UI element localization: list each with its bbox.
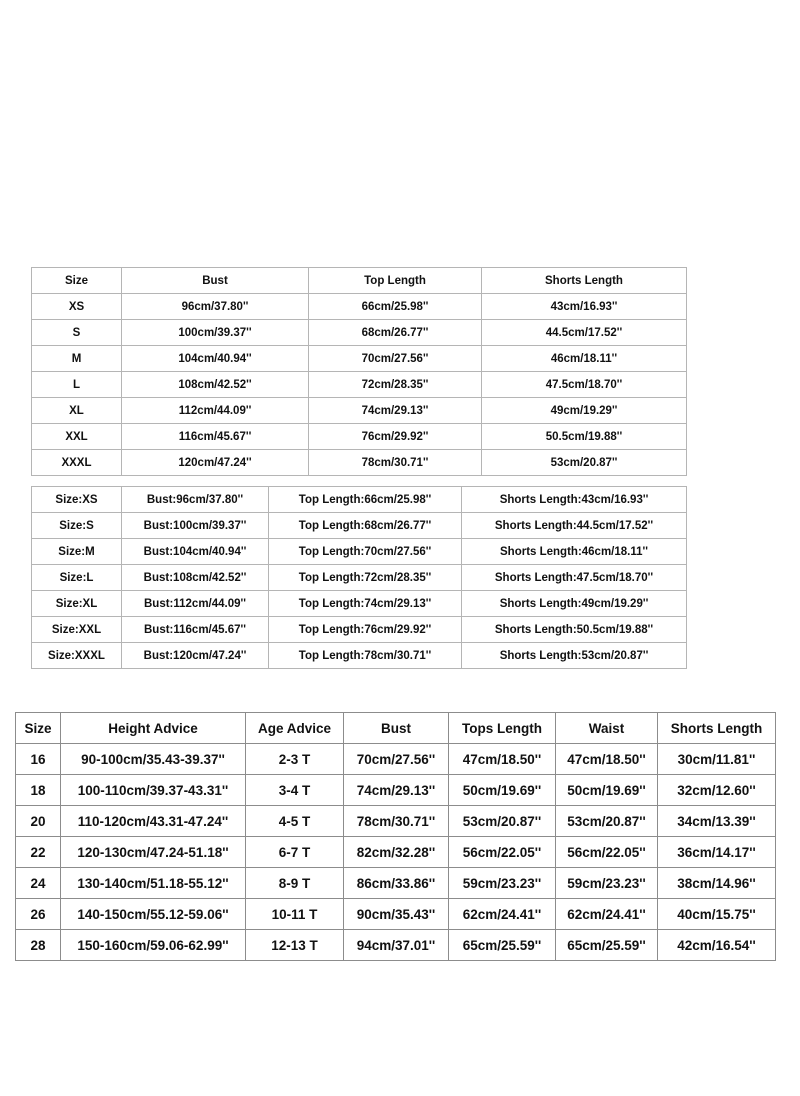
table-cell: XXXL [32, 450, 122, 476]
table-cell: 90cm/35.43'' [344, 899, 449, 930]
table-row [16, 775, 776, 806]
table-cell: 32cm/12.60'' [658, 775, 776, 806]
table-cell: 49cm/19.29'' [482, 398, 687, 424]
table-cell: 28 [16, 930, 61, 961]
table-cell: 104cm/40.94'' [122, 346, 309, 372]
table-cell: Top Length:70cm/27.56'' [269, 539, 462, 565]
table-cell: 72cm/28.35'' [309, 372, 482, 398]
table-row [16, 837, 776, 868]
table-cell: 46cm/18.11'' [482, 346, 687, 372]
table-cell: 24 [16, 868, 61, 899]
table-cell: 62cm/24.41'' [556, 899, 658, 930]
table-cell: 53cm/20.87'' [482, 450, 687, 476]
table-cell: Shorts Length:44.5cm/17.52'' [462, 513, 687, 539]
table-cell: Size:L [32, 565, 122, 591]
table-body [32, 294, 687, 476]
table-cell: 120-130cm/47.24-51.18'' [61, 837, 246, 868]
column-header-bust: Bust [122, 268, 309, 294]
table-cell: Top Length:76cm/29.92'' [269, 617, 462, 643]
table-cell: 47cm/18.50'' [556, 744, 658, 775]
table-cell: 20 [16, 806, 61, 837]
table-body [16, 744, 776, 961]
table-cell: Size:S [32, 513, 122, 539]
column-header-height-advice: Height Advice [61, 713, 246, 744]
size-chart-table [31, 267, 687, 476]
table-row [16, 744, 776, 775]
table-cell: Bust:104cm/40.94'' [122, 539, 269, 565]
table-cell: 82cm/32.28'' [344, 837, 449, 868]
table-row [32, 294, 687, 320]
table-row [16, 868, 776, 899]
table-cell: 66cm/25.98'' [309, 294, 482, 320]
table-header-row [16, 713, 776, 744]
table-cell: 18 [16, 775, 61, 806]
table-row [32, 424, 687, 450]
table-cell: 40cm/15.75'' [658, 899, 776, 930]
size-chart-labeled-table [31, 486, 687, 669]
table-cell: 110-120cm/43.31-47.24'' [61, 806, 246, 837]
table-row [32, 320, 687, 346]
table-cell: Shorts Length:53cm/20.87'' [462, 643, 687, 669]
table-cell: 36cm/14.17'' [658, 837, 776, 868]
column-header-age-advice: Age Advice [246, 713, 344, 744]
table-cell: Size:XXL [32, 617, 122, 643]
table-cell: Shorts Length:50.5cm/19.88'' [462, 617, 687, 643]
table-cell: 50cm/19.69'' [449, 775, 556, 806]
table-cell: 22 [16, 837, 61, 868]
table-row [32, 617, 687, 643]
table-cell: Shorts Length:47.5cm/18.70'' [462, 565, 687, 591]
table-row [32, 372, 687, 398]
table-cell: Bust:116cm/45.67'' [122, 617, 269, 643]
table-cell: 47cm/18.50'' [449, 744, 556, 775]
table-row [32, 398, 687, 424]
table-row [32, 513, 687, 539]
table-row [32, 487, 687, 513]
table-cell: Bust:108cm/42.52'' [122, 565, 269, 591]
table-cell: Size:XXXL [32, 643, 122, 669]
table-row [32, 450, 687, 476]
table-cell: M [32, 346, 122, 372]
table-cell: 150-160cm/59.06-62.99'' [61, 930, 246, 961]
table-cell: 86cm/33.86'' [344, 868, 449, 899]
table-cell: 53cm/20.87'' [556, 806, 658, 837]
table-cell: Bust:112cm/44.09'' [122, 591, 269, 617]
table-cell: 43cm/16.93'' [482, 294, 687, 320]
table-cell: 96cm/37.80'' [122, 294, 309, 320]
table-cell: 38cm/14.96'' [658, 868, 776, 899]
table-cell: 120cm/47.24'' [122, 450, 309, 476]
table-cell: 74cm/29.13'' [344, 775, 449, 806]
table-cell: 50cm/19.69'' [556, 775, 658, 806]
table-cell: 59cm/23.23'' [449, 868, 556, 899]
table-cell: 47.5cm/18.70'' [482, 372, 687, 398]
table-cell: Size:XL [32, 591, 122, 617]
table-cell: Bust:120cm/47.24'' [122, 643, 269, 669]
column-header-size: Size [32, 268, 122, 294]
table-cell: Top Length:68cm/26.77'' [269, 513, 462, 539]
table-cell: 112cm/44.09'' [122, 398, 309, 424]
table-cell: Shorts Length:49cm/19.29'' [462, 591, 687, 617]
column-header-shorts-length: Shorts Length [658, 713, 776, 744]
table-cell: 34cm/13.39'' [658, 806, 776, 837]
table-row [32, 643, 687, 669]
table-cell: Top Length:74cm/29.13'' [269, 591, 462, 617]
column-header-tops-length: Tops Length [449, 713, 556, 744]
table-cell: Shorts Length:43cm/16.93'' [462, 487, 687, 513]
table-row [32, 565, 687, 591]
table-cell: 56cm/22.05'' [556, 837, 658, 868]
table-cell: 90-100cm/35.43-39.37'' [61, 744, 246, 775]
table-row [32, 539, 687, 565]
table-cell: 44.5cm/17.52'' [482, 320, 687, 346]
table-cell: XS [32, 294, 122, 320]
table-cell: 62cm/24.41'' [449, 899, 556, 930]
table-cell: 6-7 T [246, 837, 344, 868]
table-header-row [32, 268, 687, 294]
table-cell: 100-110cm/39.37-43.31'' [61, 775, 246, 806]
table-row [32, 591, 687, 617]
column-header-shorts-length: Shorts Length [482, 268, 687, 294]
table-cell: L [32, 372, 122, 398]
table-cell: 16 [16, 744, 61, 775]
table-cell: 65cm/25.59'' [556, 930, 658, 961]
table-cell: Bust:96cm/37.80'' [122, 487, 269, 513]
table-cell: 130-140cm/51.18-55.12'' [61, 868, 246, 899]
table-cell: S [32, 320, 122, 346]
table-cell: Bust:100cm/39.37'' [122, 513, 269, 539]
column-header-size: Size [16, 713, 61, 744]
table-cell: 68cm/26.77'' [309, 320, 482, 346]
table-cell: 26 [16, 899, 61, 930]
table-cell: 116cm/45.67'' [122, 424, 309, 450]
table-cell: 56cm/22.05'' [449, 837, 556, 868]
table-cell: 94cm/37.01'' [344, 930, 449, 961]
table-row [16, 899, 776, 930]
table-cell: 12-13 T [246, 930, 344, 961]
table-cell: 140-150cm/55.12-59.06'' [61, 899, 246, 930]
table-cell: Shorts Length:46cm/18.11'' [462, 539, 687, 565]
table-cell: 50.5cm/19.88'' [482, 424, 687, 450]
column-header-waist: Waist [556, 713, 658, 744]
table-cell: 2-3 T [246, 744, 344, 775]
table-cell: 10-11 T [246, 899, 344, 930]
table-cell: Size:M [32, 539, 122, 565]
table-cell: XXL [32, 424, 122, 450]
table-cell: 4-5 T [246, 806, 344, 837]
table-cell: 65cm/25.59'' [449, 930, 556, 961]
table-cell: Top Length:66cm/25.98'' [269, 487, 462, 513]
table-cell: 70cm/27.56'' [344, 744, 449, 775]
table-cell: 78cm/30.71'' [344, 806, 449, 837]
table-cell: Top Length:78cm/30.71'' [269, 643, 462, 669]
table-cell: 78cm/30.71'' [309, 450, 482, 476]
table-cell: 100cm/39.37'' [122, 320, 309, 346]
table-cell: 8-9 T [246, 868, 344, 899]
kids-size-chart-table [15, 712, 776, 961]
table-cell: 42cm/16.54'' [658, 930, 776, 961]
table-cell: 53cm/20.87'' [449, 806, 556, 837]
column-header-bust: Bust [344, 713, 449, 744]
table-cell: 108cm/42.52'' [122, 372, 309, 398]
table-row [16, 930, 776, 961]
table-cell: 76cm/29.92'' [309, 424, 482, 450]
table-row [16, 806, 776, 837]
column-header-top-length: Top Length [309, 268, 482, 294]
table-cell: Top Length:72cm/28.35'' [269, 565, 462, 591]
table-cell: XL [32, 398, 122, 424]
table-cell: 3-4 T [246, 775, 344, 806]
table-cell: 30cm/11.81'' [658, 744, 776, 775]
table-cell: 70cm/27.56'' [309, 346, 482, 372]
table-cell: 74cm/29.13'' [309, 398, 482, 424]
table-cell: Size:XS [32, 487, 122, 513]
table-cell: 59cm/23.23'' [556, 868, 658, 899]
table-row [32, 346, 687, 372]
table-body [32, 487, 687, 669]
